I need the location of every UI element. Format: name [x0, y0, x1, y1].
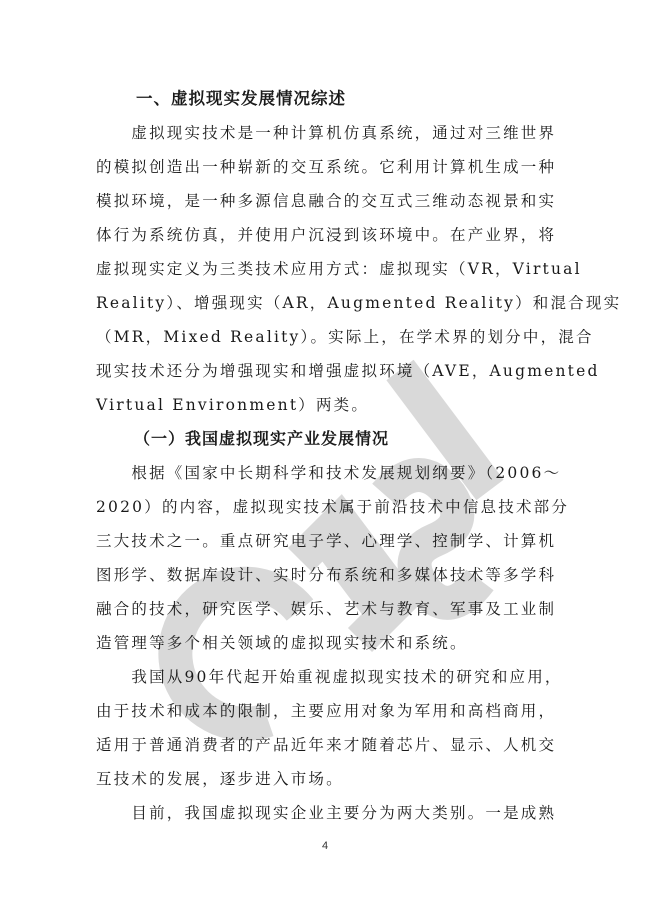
paragraph-plan: [96, 456, 570, 660]
paragraph-line: 的模拟创造出一种崭新的交互系统。它利用计算机生成一种: [96, 158, 557, 176]
paragraph-current: [96, 796, 557, 830]
paragraph-line: （MR，Mixed Reality）。实际上，在学术界的划分中，混合: [96, 328, 594, 346]
paragraph-line: 三大技术之一。重点研究电子学、心理学、控制学、计算机: [96, 532, 557, 550]
paragraph-line: 模拟环境，是一种多源信息融合的交互式三维动态视景和实: [96, 192, 557, 210]
paragraph-history: [96, 660, 563, 796]
paragraph-line: 我国从90年代起开始重视虚拟现实技术的研究和应用，: [96, 668, 563, 686]
paragraph-line: 虚拟现实定义为三类技术应用方式：虚拟现实（VR，Virtual: [96, 260, 582, 278]
paragraph-line: 根据《国家中长期科学和技术发展规划纲要》（2006～: [96, 464, 562, 482]
paragraph-line: 图形学、数据库设计、实时分布系统和多媒体技术等多学科: [96, 566, 557, 584]
document-body: [96, 82, 622, 830]
paragraph-line: 融合的技术，研究医学、娱乐、艺术与教育、军事及工业制: [96, 600, 557, 618]
paragraph-line: 造管理等多个相关领域的虚拟现实技术和系统。: [96, 634, 468, 652]
paragraph-line: 现实技术还分为增强现实和增强虚拟环境（AVE，Augmented: [96, 362, 600, 380]
paragraph-line: 目前，我国虚拟现实企业主要分为两大类别。一是成熟: [96, 804, 557, 822]
subsection-title: （一）我国虚拟现实产业发展情况: [134, 429, 390, 448]
section-title: 一、虚拟现实发展情况综述: [136, 89, 346, 108]
paragraph-intro: [96, 116, 622, 422]
paragraph-line: Reality）、增强现实（AR，Augmented Reality）和混合现实: [96, 294, 622, 312]
paragraph-line: Virtual Environment）两类。: [96, 396, 370, 414]
paragraph-line: 2020）的内容，虚拟现实技术属于前沿技术中信息技术部分: [96, 498, 570, 516]
paragraph-line: 适用于普通消费者的产品近年来才随着芯片、显示、人机交: [96, 736, 557, 754]
paragraph-line: 体行为系统仿真，并使用户沉浸到该环境中。在产业界，将: [96, 226, 557, 244]
paragraph-line: 互技术的发展，逐步进入市场。: [96, 770, 344, 788]
paragraph-line: 由于技术和成本的限制，主要应用对象为军用和高档商用，: [96, 702, 557, 720]
page-number: 4: [321, 840, 329, 852]
paragraph-line: 虚拟现实技术是一种计算机仿真系统，通过对三维世界: [96, 124, 557, 142]
